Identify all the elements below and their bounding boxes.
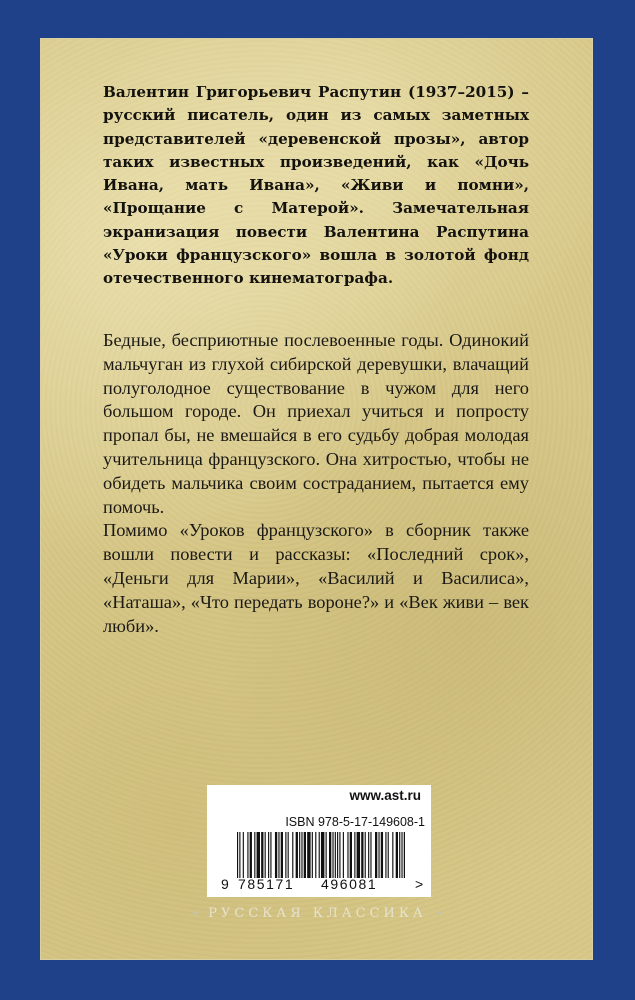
book-summary [103,329,529,638]
barcode-bar [339,832,340,878]
barcode-bar [261,832,263,878]
barcode-bar [381,832,383,878]
summary-paragraph-2: Помимо «Уроков французского» в сборник также вошли повести и рассказы: «Последний срок», «Деньги для Марии», «Василий и Василиса», «Наташа», «Что передать вороне?» и «Век живи – век люби». [103,520,529,636]
barcode-bar [375,832,377,878]
barcode-bar [388,832,389,878]
barcode-bar [299,832,300,878]
barcode-bar [361,832,363,878]
barcode-bar [370,832,371,878]
barcode-bar [312,832,313,878]
barcode-bar [347,832,348,878]
barcode-box [207,785,431,897]
barcode-bar [392,832,393,878]
barcode-bar [350,832,352,878]
barcode-bar [304,832,306,878]
barcode-bar [239,832,240,878]
barcode-bar [357,832,360,878]
publisher-website: www.ast.ru [349,788,421,803]
barcode-bar [243,832,244,878]
barcode-bar [337,832,338,878]
barcode-bar [315,832,316,878]
barcode-bar [275,832,277,878]
barcode-bar [237,832,238,878]
barcode-bar [265,832,266,878]
barcode-bar [281,832,283,878]
series-footer [0,906,635,921]
author-bio: Валентин Григорьевич Распутин (1937–2015) – русский писатель, один из самых заметных представителей «деревенской прозы», автор таких известных произведений, как «Дочь Ивана, мать Ивана», «Живи и помни», «Прощание с Матерой». Замечательная экранизация повести Валентина Распутина «Уроки французского» вошла в золотой фонд отечественного кинематографа. [103,83,529,288]
barcode-image [237,832,405,878]
barcode-bar [278,832,279,878]
barcode-bar [329,832,331,878]
barcode-lead-digit: 9 [221,876,229,892]
ornament-left-icon: ✦ [191,907,201,920]
barcode-bar [332,832,333,878]
barcode-bar [385,832,386,878]
barcode-bar [365,832,366,878]
parchment-panel [40,38,593,960]
barcode-bar [268,832,269,878]
barcode-bar [321,832,324,878]
barcode-left-digits: 785171 [238,876,295,892]
barcode-bar [250,832,252,878]
summary-paragraph-1: Бедные, бесприютные послевоенные годы. Одинокий мальчуган из глухой сибирской деревушки, влачащий полуголодное существование в чужом для него большом городе. Он приехал учиться и попросту пропал бы, не вмешайся в его судьбу добрая молодая учительница французского. Она хитростью, чтобы не обидеть мальчика своим состраданием, пытается ему помочь. [103,330,529,517]
barcode-bar [285,832,286,878]
ornament-right-icon: ✦ [434,907,444,920]
barcode-right-digits: 496081 [321,876,378,892]
barcode-bar [354,832,355,878]
barcode-bar [319,832,320,878]
barcode-bar [326,832,327,878]
barcode-bar [307,832,310,878]
barcode-bar [292,832,293,878]
series-title: РУССКАЯ КЛАССИКА [208,906,427,921]
barcode-bar [270,832,271,878]
isbn-text: ISBN 978-5-17-149608-1 [285,815,425,829]
barcode-bar [368,832,369,878]
barcode-bar [257,832,260,878]
barcode-bar [288,832,289,878]
barcode-quiet-zone-mark: > [415,876,424,892]
barcode-digits [221,876,431,894]
barcode-bar [378,832,379,878]
barcode-bar [296,832,298,878]
barcode-bar [396,832,398,878]
barcode-bar [404,832,405,878]
barcode-bar [343,832,344,878]
barcode-bar [301,832,302,878]
barcode-bar [247,832,248,878]
barcode-bar [335,832,336,878]
barcode-bar [401,832,402,878]
barcode-bar [399,832,400,878]
barcode-bar [254,832,255,878]
